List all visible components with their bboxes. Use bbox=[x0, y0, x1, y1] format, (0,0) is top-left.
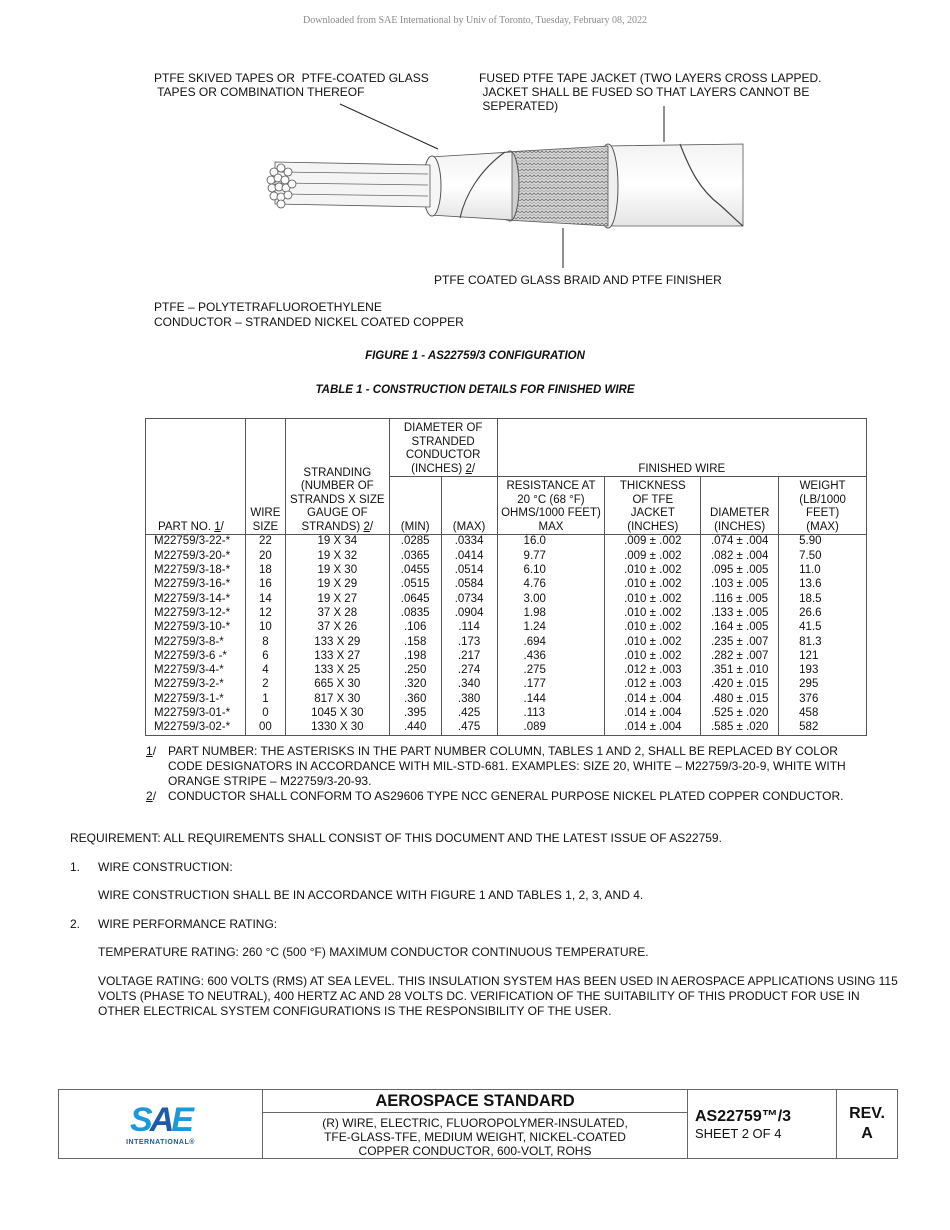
cell-thickness: .014 ± .004 bbox=[605, 721, 701, 736]
cell-diameter: .351 ± .010 bbox=[701, 664, 779, 678]
cell-dia-min: .395 bbox=[389, 707, 441, 721]
table-row bbox=[146, 535, 867, 550]
header-diameter-group: DIAMETER OF STRANDED CONDUCTOR (INCHES) 2/ bbox=[389, 419, 497, 477]
header-finished-wire: FINISHED WIRE bbox=[497, 419, 866, 477]
cell-stranding: 133 X 25 bbox=[285, 664, 389, 678]
construction-details-table bbox=[145, 418, 867, 736]
cell-resistance: 1.24 bbox=[497, 621, 605, 635]
cell-thickness: .012 ± .003 bbox=[605, 664, 701, 678]
figure-caption: FIGURE 1 - AS22759/3 CONFIGURATION bbox=[365, 350, 585, 362]
table-row bbox=[146, 592, 867, 606]
cell-resistance: 9.77 bbox=[497, 549, 605, 563]
cell-resistance: .144 bbox=[497, 692, 605, 706]
cell-diameter: .235 ± .007 bbox=[701, 635, 779, 649]
table-row bbox=[146, 549, 867, 563]
cell-stranding: 19 X 34 bbox=[285, 535, 389, 550]
cell-weight: 13.6 bbox=[779, 578, 867, 592]
cell-diameter: .082 ± .004 bbox=[701, 549, 779, 563]
cell-dia-min: .360 bbox=[389, 692, 441, 706]
cell-thickness: .010 ± .002 bbox=[605, 635, 701, 649]
sheet-number: SHEET 2 OF 4 bbox=[695, 1126, 782, 1141]
table-row bbox=[146, 707, 867, 721]
cell-wire-size: 4 bbox=[245, 664, 285, 678]
cell-dia-max: .0734 bbox=[441, 592, 497, 606]
cell-weight: 193 bbox=[779, 664, 867, 678]
cell-resistance: 3.00 bbox=[497, 592, 605, 606]
cell-resistance: .436 bbox=[497, 649, 605, 663]
cell-diameter: .525 ± .020 bbox=[701, 707, 779, 721]
cell-resistance: 1.98 bbox=[497, 606, 605, 620]
cell-weight: 7.50 bbox=[779, 549, 867, 563]
section-2-number: 2. bbox=[70, 917, 81, 931]
cell-part-no: M22759/3-14-* bbox=[146, 592, 246, 606]
cell-wire-size: 16 bbox=[245, 578, 285, 592]
header-resistance: RESISTANCE AT 20 °C (68 °F) OHMS/1000 FEET) MAX bbox=[497, 477, 605, 535]
header-stranding: STRANDING (NUMBER OF STRANDS X SIZE GAUGE OF STRANDS) 2/ bbox=[285, 419, 389, 535]
cell-weight: 458 bbox=[779, 707, 867, 721]
cell-dia-max: .340 bbox=[441, 678, 497, 692]
cell-dia-min: .158 bbox=[389, 635, 441, 649]
cell-wire-size: 0 bbox=[245, 707, 285, 721]
cell-wire-size: 2 bbox=[245, 678, 285, 692]
cell-weight: 41.5 bbox=[779, 621, 867, 635]
download-watermark: Downloaded from SAE International by Univ of Toronto, Tuesday, February 08, 2022 bbox=[303, 15, 647, 26]
legend-conductor: CONDUCTOR – STRANDED NICKEL COATED COPPER bbox=[154, 315, 464, 329]
callout-fused-jacket: FUSED PTFE TAPE JACKET (TWO LAYERS CROSS LAPPED. JACKET SHALL BE FUSED SO THAT LAYERS CANNOT BE SEPERATED) bbox=[479, 71, 822, 113]
cell-thickness: .014 ± .004 bbox=[605, 707, 701, 721]
cell-resistance: .694 bbox=[497, 635, 605, 649]
section-1-paragraph: WIRE CONSTRUCTION SHALL BE IN ACCORDANCE WITH FIGURE 1 AND TABLES 1, 2, 3, AND 4. bbox=[98, 888, 644, 902]
cell-weight: 11.0 bbox=[779, 564, 867, 578]
cell-resistance: .089 bbox=[497, 721, 605, 736]
section-1-number: 1. bbox=[70, 860, 81, 874]
cell-stranding: 19 X 27 bbox=[285, 592, 389, 606]
cell-diameter: .420 ± .015 bbox=[701, 678, 779, 692]
table-row bbox=[146, 649, 867, 663]
table-row bbox=[146, 635, 867, 649]
cell-part-no: M22759/3-02-* bbox=[146, 721, 246, 736]
cell-thickness: .009 ± .002 bbox=[605, 535, 701, 550]
standard-title: (R) WIRE, ELECTRIC, FLUOROPOLYMER-INSULATED, TFE-GLASS-TFE, MEDIUM WEIGHT, NICKEL-COATED COPPER CONDUCTOR, 600-VOLT, ROHS bbox=[322, 1116, 628, 1158]
cell-dia-max: .173 bbox=[441, 635, 497, 649]
cell-resistance: .113 bbox=[497, 707, 605, 721]
cell-stranding: 665 X 30 bbox=[285, 678, 389, 692]
cell-part-no: M22759/3-12-* bbox=[146, 606, 246, 620]
cell-wire-size: 20 bbox=[245, 549, 285, 563]
cell-thickness: .014 ± .004 bbox=[605, 692, 701, 706]
title-block-description bbox=[263, 1090, 688, 1158]
cell-wire-size: 1 bbox=[245, 692, 285, 706]
revision-label: REV. bbox=[849, 1105, 885, 1122]
section-1-title: WIRE CONSTRUCTION: bbox=[98, 860, 233, 874]
cell-dia-min: .0365 bbox=[389, 549, 441, 563]
document-number-cell bbox=[688, 1090, 837, 1158]
cell-part-no: M22759/3-01-* bbox=[146, 707, 246, 721]
cell-part-no: M22759/3-16-* bbox=[146, 578, 246, 592]
table-row bbox=[146, 721, 867, 736]
cell-wire-size: 00 bbox=[245, 721, 285, 736]
cell-dia-min: .440 bbox=[389, 721, 441, 736]
cell-wire-size: 10 bbox=[245, 621, 285, 635]
cell-stranding: 133 X 29 bbox=[285, 635, 389, 649]
temperature-rating: TEMPERATURE RATING: 260 °C (500 °F) MAXIMUM CONDUCTOR CONTINUOUS TEMPERATURE. bbox=[98, 945, 649, 959]
cell-dia-min: .106 bbox=[389, 621, 441, 635]
cell-thickness: .012 ± .003 bbox=[605, 678, 701, 692]
figure-legend bbox=[154, 300, 464, 330]
cell-diameter: .116 ± .005 bbox=[701, 592, 779, 606]
cell-stranding: 37 X 26 bbox=[285, 621, 389, 635]
cell-part-no: M22759/3-8-* bbox=[146, 635, 246, 649]
cell-weight: 376 bbox=[779, 692, 867, 706]
cell-stranding: 1045 X 30 bbox=[285, 707, 389, 721]
cell-resistance: .177 bbox=[497, 678, 605, 692]
legend-ptfe: PTFE – POLYTETRAFLUOROETHYLENE bbox=[154, 300, 382, 314]
cell-wire-size: 18 bbox=[245, 564, 285, 578]
table-row bbox=[146, 678, 867, 692]
cell-stranding: 19 X 32 bbox=[285, 549, 389, 563]
header-diameter: DIAMETER (INCHES) bbox=[701, 477, 779, 535]
table-row bbox=[146, 621, 867, 635]
cell-dia-max: .0414 bbox=[441, 549, 497, 563]
cell-dia-min: .0285 bbox=[389, 535, 441, 550]
cell-stranding: 19 X 30 bbox=[285, 564, 389, 578]
wire-construction-illustration bbox=[0, 0, 950, 300]
cell-diameter: .585 ± .020 bbox=[701, 721, 779, 736]
cell-stranding: 1330 X 30 bbox=[285, 721, 389, 736]
cell-part-no: M22759/3-20-* bbox=[146, 549, 246, 563]
cell-weight: 121 bbox=[779, 649, 867, 663]
header-min: (MIN) bbox=[389, 477, 441, 535]
cell-part-no: M22759/3-6 -* bbox=[146, 649, 246, 663]
standard-heading: AEROSPACE STANDARD bbox=[263, 1090, 687, 1113]
cell-weight: 295 bbox=[779, 678, 867, 692]
cell-wire-size: 14 bbox=[245, 592, 285, 606]
table-caption: TABLE 1 - CONSTRUCTION DETAILS FOR FINISHED WIRE bbox=[315, 384, 635, 396]
cell-wire-size: 22 bbox=[245, 535, 285, 550]
revision-cell bbox=[837, 1090, 897, 1158]
cell-dia-min: .0835 bbox=[389, 606, 441, 620]
cell-dia-min: .320 bbox=[389, 678, 441, 692]
cell-resistance: .275 bbox=[497, 664, 605, 678]
cell-part-no: M22759/3-2-* bbox=[146, 678, 246, 692]
table-row bbox=[146, 564, 867, 578]
cell-weight: 582 bbox=[779, 721, 867, 736]
cell-wire-size: 6 bbox=[245, 649, 285, 663]
cell-dia-min: .0455 bbox=[389, 564, 441, 578]
callout-ptfe-tapes: PTFE SKIVED TAPES OR PTFE-COATED GLASS TAPES OR COMBINATION THEREOF bbox=[154, 71, 429, 99]
cell-resistance: 4.76 bbox=[497, 578, 605, 592]
cell-diameter: .164 ± .005 bbox=[701, 621, 779, 635]
cell-diameter: .074 ± .004 bbox=[701, 535, 779, 550]
note-2: 2/ CONDUCTOR SHALL CONFORM TO AS29606 TYPE NCC GENERAL PURPOSE NICKEL PLATED COPPER CONDUCTOR. bbox=[146, 789, 844, 803]
cell-dia-max: .0514 bbox=[441, 564, 497, 578]
sae-logo-subtitle: INTERNATIONAL® bbox=[126, 1138, 195, 1146]
note-1: 1/ PART NUMBER: THE ASTERISKS IN THE PART NUMBER COLUMN, TABLES 1 AND 2, SHALL BE REPLACED BY COLOR CODE DESIGNATORS IN ACCORDANCE WITH MIL-STD-681. EXAMPLES: SIZE 20, WHITE – M22759/3-20-9, WHITE WITH ORANGE STRIPE – M22759/3-20-93. bbox=[146, 744, 846, 788]
cell-dia-max: .114 bbox=[441, 621, 497, 635]
cell-thickness: .010 ± .002 bbox=[605, 621, 701, 635]
header-thickness: THICKNESS OF TFE JACKET (INCHES) bbox=[605, 477, 701, 535]
cell-stranding: 37 X 28 bbox=[285, 606, 389, 620]
table-notes bbox=[146, 744, 866, 804]
cell-resistance: 16.0 bbox=[497, 535, 605, 550]
cell-resistance: 6.10 bbox=[497, 564, 605, 578]
voltage-rating: VOLTAGE RATING: 600 VOLTS (RMS) AT SEA LEVEL. THIS INSULATION SYSTEM HAS BEEN USED IN AEROSPACE APPLICATIONS USING 115 VOLTS (PHASE TO NEUTRAL), 400 HERTZ AC AND 28 VOLTS DC. VERIFICATION OF THE SUITABILITY OF THIS PRODUCT FOR USE IN OTHER ELECTRICAL SYSTEM CONFIGURATIONS IS THE RESPONSIBILITY OF THE USER. bbox=[98, 974, 898, 1018]
cell-thickness: .009 ± .002 bbox=[605, 549, 701, 563]
cell-dia-min: .250 bbox=[389, 664, 441, 678]
revision-value: A bbox=[861, 1125, 873, 1142]
sae-logo bbox=[59, 1090, 263, 1158]
table-row bbox=[146, 692, 867, 706]
cell-stranding: 133 X 27 bbox=[285, 649, 389, 663]
cell-weight: 81.3 bbox=[779, 635, 867, 649]
header-wire-size: WIRE SIZE bbox=[245, 419, 285, 535]
cell-dia-max: .0904 bbox=[441, 606, 497, 620]
table-row bbox=[146, 606, 867, 620]
cell-thickness: .010 ± .002 bbox=[605, 649, 701, 663]
requirement-statement: REQUIREMENT: ALL REQUIREMENTS SHALL CONSIST OF THIS DOCUMENT AND THE LATEST ISSUE OF AS22759. bbox=[70, 831, 722, 845]
cell-thickness: .010 ± .002 bbox=[605, 592, 701, 606]
cell-dia-max: .475 bbox=[441, 721, 497, 736]
cell-diameter: .282 ± .007 bbox=[701, 649, 779, 663]
cell-weight: 18.5 bbox=[779, 592, 867, 606]
cell-diameter: .133 ± .005 bbox=[701, 606, 779, 620]
cell-diameter: .103 ± .005 bbox=[701, 578, 779, 592]
cell-dia-max: .380 bbox=[441, 692, 497, 706]
cell-dia-min: .0515 bbox=[389, 578, 441, 592]
cell-part-no: M22759/3-10-* bbox=[146, 621, 246, 635]
cell-wire-size: 8 bbox=[245, 635, 285, 649]
cell-part-no: M22759/3-4-* bbox=[146, 664, 246, 678]
cell-weight: 26.6 bbox=[779, 606, 867, 620]
cell-dia-min: .0645 bbox=[389, 592, 441, 606]
header-part-no: PART NO. 1/ bbox=[146, 419, 246, 535]
cell-dia-max: .217 bbox=[441, 649, 497, 663]
cell-dia-min: .198 bbox=[389, 649, 441, 663]
header-weight: WEIGHT (LB/1000 FEET) (MAX) bbox=[779, 477, 867, 535]
cell-part-no: M22759/3-18-* bbox=[146, 564, 246, 578]
cell-dia-max: .0584 bbox=[441, 578, 497, 592]
cell-part-no: M22759/3-22-* bbox=[146, 535, 246, 550]
sae-logo-mark: SAE bbox=[130, 1100, 191, 1139]
table-row bbox=[146, 578, 867, 592]
cell-diameter: .480 ± .015 bbox=[701, 692, 779, 706]
cell-diameter: .095 ± .005 bbox=[701, 564, 779, 578]
title-block bbox=[58, 1089, 898, 1159]
cell-thickness: .010 ± .002 bbox=[605, 606, 701, 620]
cell-thickness: .010 ± .002 bbox=[605, 578, 701, 592]
cell-thickness: .010 ± .002 bbox=[605, 564, 701, 578]
document-number: AS22759™/3 bbox=[695, 1108, 792, 1125]
cell-part-no: M22759/3-1-* bbox=[146, 692, 246, 706]
cell-dia-max: .274 bbox=[441, 664, 497, 678]
section-2-title: WIRE PERFORMANCE RATING: bbox=[98, 917, 278, 931]
cell-stranding: 19 X 29 bbox=[285, 578, 389, 592]
cell-wire-size: 12 bbox=[245, 606, 285, 620]
callout-glass-braid: PTFE COATED GLASS BRAID AND PTFE FINISHER bbox=[434, 273, 722, 287]
header-max: (MAX) bbox=[441, 477, 497, 535]
cell-dia-max: .425 bbox=[441, 707, 497, 721]
table-row bbox=[146, 664, 867, 678]
cell-stranding: 817 X 30 bbox=[285, 692, 389, 706]
cell-weight: 5.90 bbox=[779, 535, 867, 550]
cell-dia-max: .0334 bbox=[441, 535, 497, 550]
